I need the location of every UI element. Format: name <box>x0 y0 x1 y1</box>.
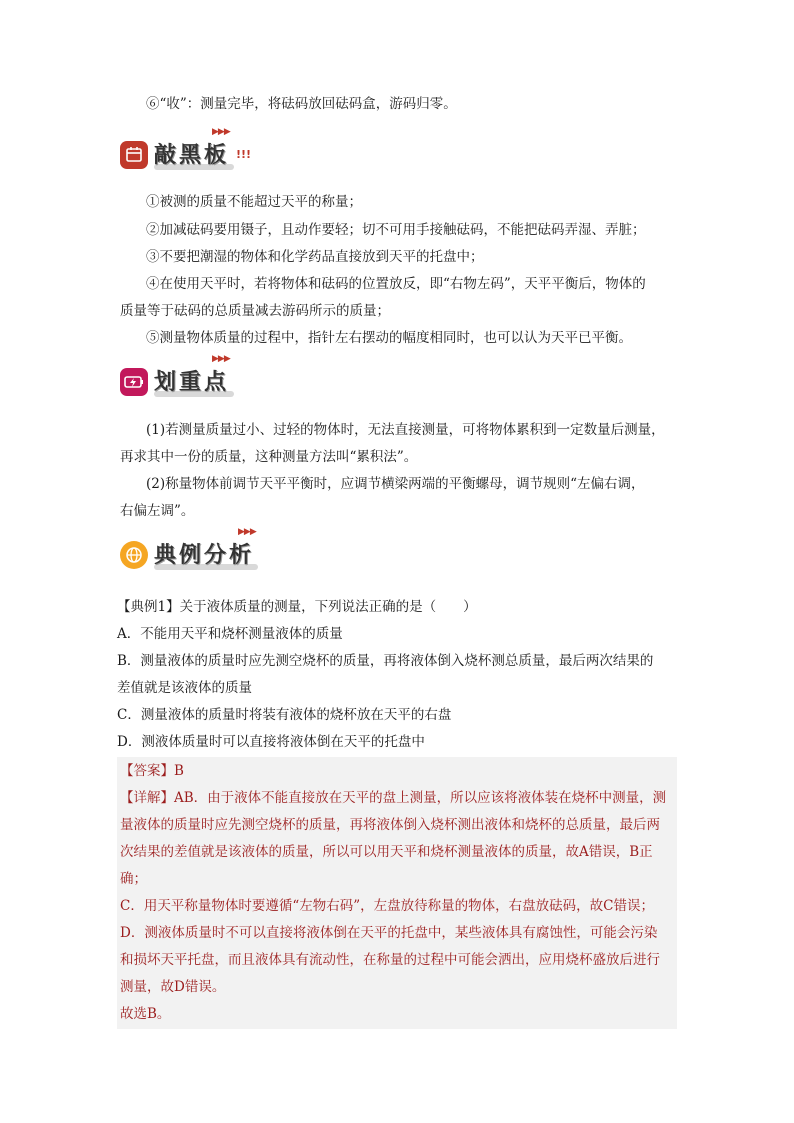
list-item-continuation: 质量等于砝码的总质量减去游码所示的质量； <box>120 303 390 319</box>
explanation-line: 量液体的质量时应先测空烧杯的质量，再将液体倒入烧杯测出液体和烧杯的总质量，最后两 <box>120 817 660 833</box>
globe-icon <box>120 541 148 569</box>
option-c: C．测量液体的质量时将装有液体的烧杯放在天平的右盘 <box>117 707 452 723</box>
option-a: A．不能用天平和烧杯测量液体的质量 <box>117 626 343 642</box>
section-title: 典例分析 <box>154 543 255 568</box>
section-title: 敲黑板 <box>154 143 230 168</box>
option-d: D．测液体质量时可以直接将液体倒在天平的托盘中 <box>117 734 425 750</box>
list-item: ⑤测量物体质量的过程中，指针左右摆动的幅度相同时，也可以认为天平已平衡。 <box>146 330 632 346</box>
explanation-line: 和损坏天平托盘，而且液体具有流动性，在称量的过程中可能会洒出，应用烧杯盛放后进行 <box>120 952 660 968</box>
section-title: 划重点 <box>154 370 230 395</box>
option-b-continuation: 差值就是该液体的质量 <box>117 680 252 696</box>
explanation-line <box>120 784 666 812</box>
calendar-icon <box>120 141 148 169</box>
explanation-line: D．测液体质量时不可以直接将液体倒在天平的托盘中，某些液体具有腐蚀性，可能会污染 <box>120 925 658 941</box>
triple-arrow-icon: ▶▶▶ <box>212 354 230 364</box>
section-heading-knock-board <box>120 127 260 177</box>
list-item: ③不要把潮湿的物体和化学药品直接放到天平的托盘中； <box>146 249 484 265</box>
list-item: ②加减砝码要用镊子，且动作要轻；切不可用手接触砝码，不能把砝码弄湿、弄脏； <box>146 222 646 238</box>
explanation-line: C．用天平称量物体时要遵循“左物右码”，左盘放待称量的物体，右盘放砝码，故C错误； <box>120 898 654 914</box>
explanation-line: 测量，故D错误。 <box>120 979 226 995</box>
triple-arrow-icon: ▶▶▶ <box>212 127 230 137</box>
section-heading-example-analysis <box>120 527 280 577</box>
lightning-icon <box>120 368 148 396</box>
key-point-item: (1)若测量质量过小、过轻的物体时，无法直接测量，可将物体累积到一定数量后测量， <box>146 422 665 438</box>
example-question: 【典例1】关于液体质量的测量，下列说法正确的是（ ） <box>117 599 477 615</box>
answer-value: B <box>174 763 184 779</box>
option-b: B．测量液体的质量时应先测空烧杯的质量，再将液体倒入烧杯测总质量，最后两次结果的 <box>117 653 654 669</box>
key-point-item: (2)称量物体前调节天平平衡时，应调节横梁两端的平衡螺母，调节规则“左偏右调， <box>146 476 645 492</box>
explanation-label: 【详解】 <box>120 790 174 806</box>
triple-arrow-icon: ▶▶▶ <box>238 527 256 537</box>
conclusion: 故选B。 <box>120 1006 171 1022</box>
key-point-continuation: 右偏左调”。 <box>120 503 195 519</box>
answer-line <box>120 757 184 785</box>
exclamation-marks: !!! <box>236 148 252 161</box>
intro-step: ⑥“收”：测量完毕，将砝码放回砝码盒，游码归零。 <box>146 96 457 112</box>
list-item: ①被测的质量不能超过天平的称量； <box>146 194 362 210</box>
section-heading-key-points <box>120 354 260 404</box>
key-point-continuation: 再求其中一份的质量，这种测量方法叫“累积法”。 <box>120 449 418 465</box>
answer-label: 【答案】 <box>120 763 174 779</box>
explanation-line: 次结果的差值就是该液体的质量，所以可以用天平和烧杯测量液体的质量，故A错误，B正 <box>120 844 653 860</box>
explanation-text: AB．由于液体不能直接放在天平的盘上测量，所以应该将液体装在烧杯中测量，测 <box>174 790 667 806</box>
explanation-line: 确； <box>120 871 147 887</box>
list-item: ④在使用天平时，若将物体和砝码的位置放反，即“右物左码”，天平平衡后，物体的 <box>146 276 646 292</box>
